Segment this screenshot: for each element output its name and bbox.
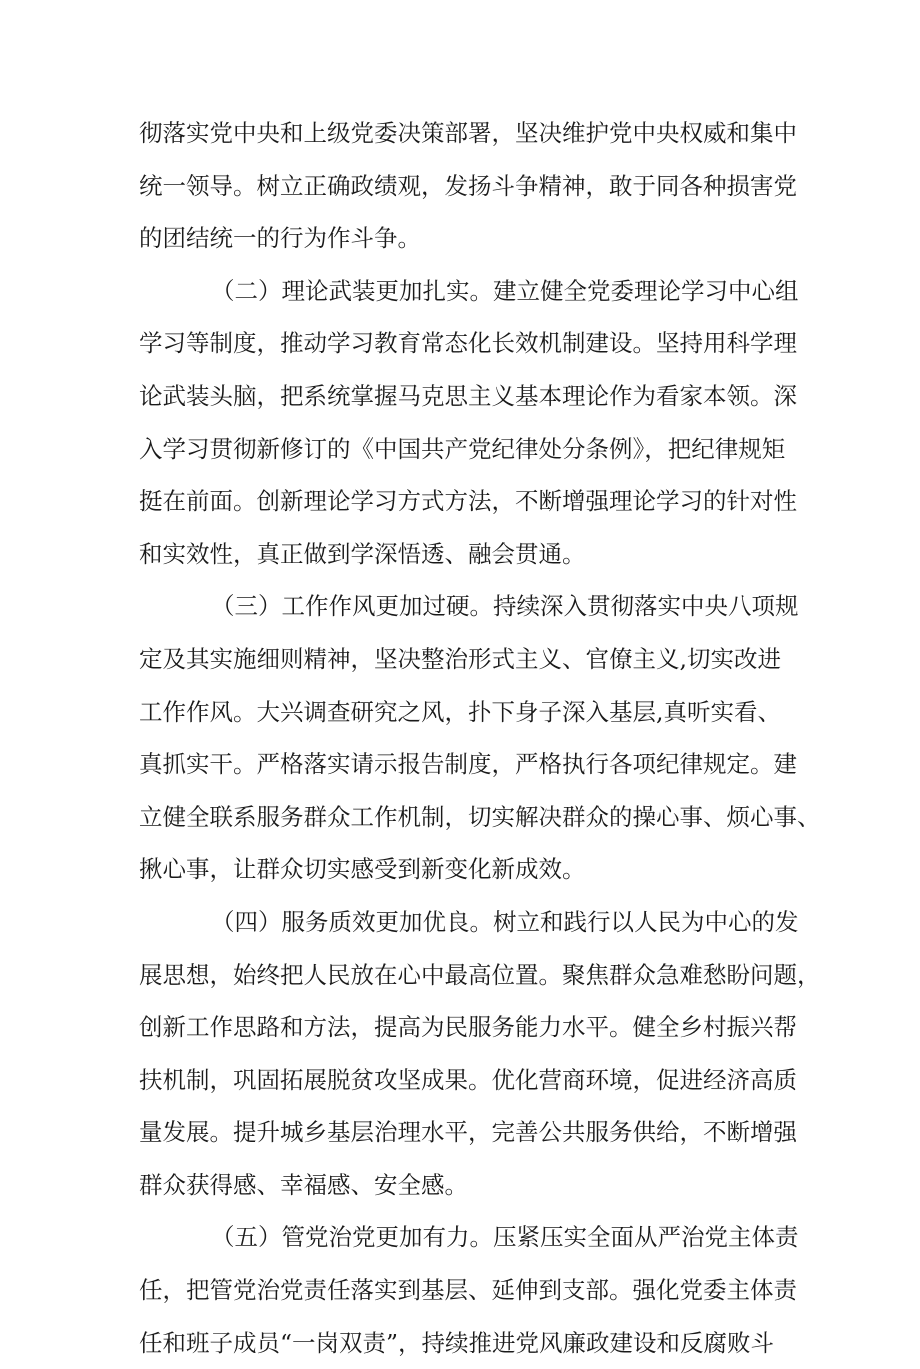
text-line: 论武装头脑，把系统掌握马克思主义基本理论作为看家本领。深 <box>139 381 797 410</box>
text-line: 量发展。提升城乡基层治理水平，完善公共服务供给，不断增强 <box>139 1118 797 1147</box>
text-line: 工作作风。大兴调查研究之风，扑下身子深入基层,真听实看、 <box>139 697 781 726</box>
text-line: 真抓实干。严格落实请示报告制度，严格执行各项纪律规定。建 <box>139 750 797 779</box>
body-text <box>139 107 821 1369</box>
section-heading-line: （四）服务质效更加优良。树立和践行以人民为中心的发 <box>211 907 799 936</box>
section-heading-line: （三）工作作风更加过硬。持续深入贯彻落实中央八项规 <box>211 592 799 621</box>
text-line: 定及其实施细则精神，坚决整治形式主义、官僚主义,切实改进 <box>139 644 781 673</box>
text-line: 的团结统一的行为作斗争。 <box>139 224 421 253</box>
text-line: 入学习贯彻新修订的《中国共产党纪律处分条例》，把纪律规矩 <box>139 434 786 463</box>
text-line: 立健全联系服务群众工作机制，切实解决群众的操心事、烦心事、 <box>139 802 821 831</box>
text-line: 任和班子成员“一岗双责”，持续推进党风廉政建设和反腐败斗 <box>139 1328 775 1357</box>
text-line: 揪心事，让群众切实感受到新变化新成效。 <box>139 855 586 884</box>
text-line: 群众获得感、幸福感、安全感。 <box>139 1170 468 1199</box>
text-line: 扶机制，巩固拓展脱贫攻坚成果。优化营商环境，促进经济高质 <box>139 1065 797 1094</box>
text-line: 统一领导。树立正确政绩观，发扬斗争精神，敢于同各种损害党 <box>139 171 797 200</box>
text-line: 展思想，始终把人民放在心中最高位置。聚焦群众急难愁盼问题， <box>139 960 821 989</box>
text-line: 学习等制度，推动学习教育常态化长效机制建设。坚持用科学理 <box>139 329 797 358</box>
section-heading-line: （二）理论武装更加扎实。建立健全党委理论学习中心组 <box>211 276 799 305</box>
text-line: 和实效性，真正做到学深悟透、融会贯通。 <box>139 539 586 568</box>
section-heading-line: （五）管党治党更加有力。压紧压实全面从严治党主体责 <box>211 1223 799 1252</box>
text-line: 创新工作思路和方法，提高为民服务能力水平。健全乡村振兴帮 <box>139 1013 797 1042</box>
text-line: 任，把管党治党责任落实到基层、延伸到支部。强化党委主体责 <box>139 1276 797 1305</box>
text-line: 彻落实党中央和上级党委决策部署，坚决维护党中央权威和集中 <box>139 119 797 147</box>
text-line: 挺在前面。创新理论学习方式方法，不断增强理论学习的针对性 <box>139 487 797 516</box>
